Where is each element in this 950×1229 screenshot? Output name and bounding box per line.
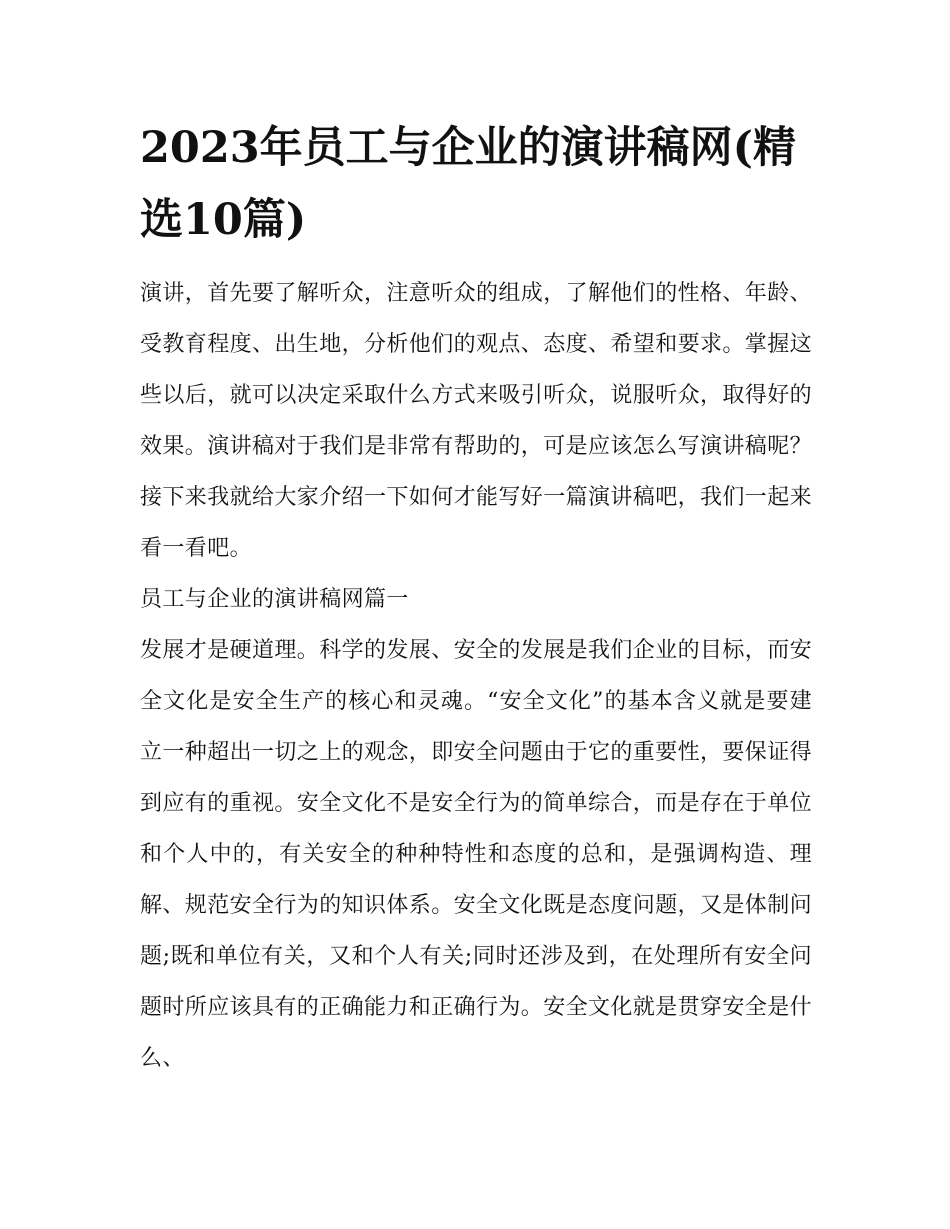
intro-paragraph: 演讲，首先要了解听众，注意听众的组成，了解他们的性格、年龄、受教育程度、出生地，分析他们的观点、态度、希望和要求。掌握这些以后，就可以决定采取什么方式来吸引听众，说服听众，取得好的效果。演讲稿对于我们是非常有帮助的，可是应该怎么写演讲稿呢？接下来我就给大家介绍一下如何才能写好一篇演讲稿吧，我们一起来看一看吧。 [140, 281, 813, 561]
body-paragraph: 发展才是硬道理。科学的发展、安全的发展是我们企业的目标，而安全文化是安全生产的核心和灵魂。“安全文化”的基本含义就是要建立一种超出一切之上的观念，即安全问题由于它的重要性，要保证得到应有的重视。安全文化不是安全行为的简单综合，而是存在于单位和个人中的，有关安全的种种特性和态度的总和，是强调构造、理解、规范安全行为的知识体系。安全文化既是态度问题，又是体制问题;既和单位有关，又和个人有关;同时还涉及到，在处理所有安全问题时所应该具有的正确能力和正确行为。安全文化就是贯穿安全是什么、 [140, 638, 813, 1071]
document-title: 2023年员工与企业的演讲稿网(精选10篇) [140, 123, 797, 245]
document-content [140, 112, 812, 1084]
section-heading: 员工与企业的演讲稿网篇一 [140, 587, 409, 612]
